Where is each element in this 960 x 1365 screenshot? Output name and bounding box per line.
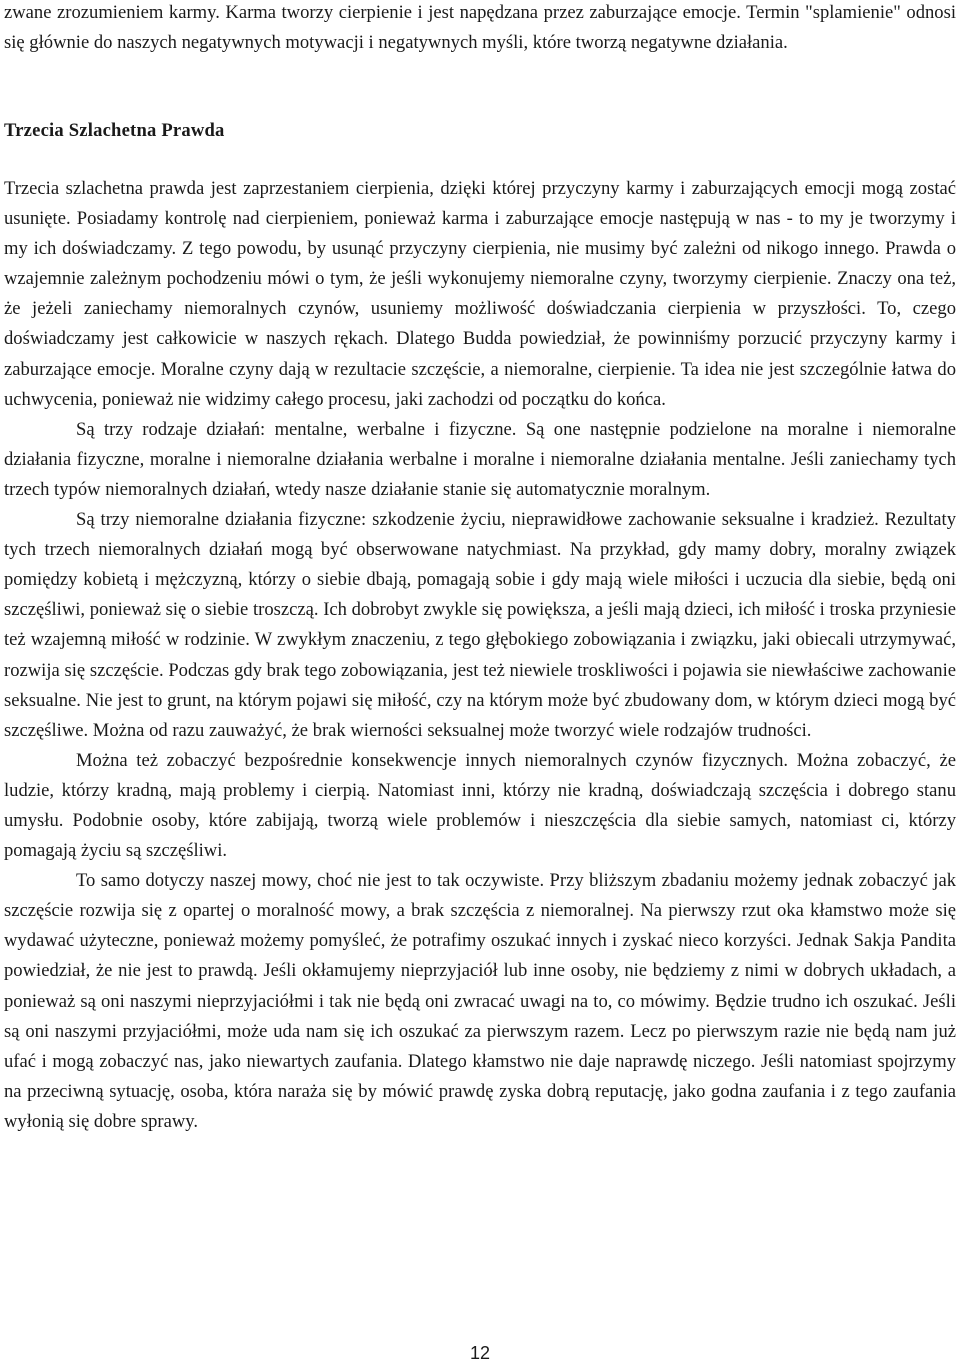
paragraph-speech: To samo dotyczy naszej mowy, choć nie jest to tak oczywiste. Przy bliższym zbadaniu możemy jednak zobaczyć jak szczęście rozwija się z opartej o moralność mowy, a brak szczęścia z niemoralnej. Na pierwszy rzut oka kłamstwo może się wydawać użyteczne, ponieważ możemy pomyśleć, że potrafimy oszukać innych i zyskać nieco korzyści. Jednak Sakja Pandita powiedział, że nie jest to prawdą. Jeśli okłamujemy nieprzyjaciół lub inne osoby, nie będziemy z nimi w dobrych układach, a ponieważ są oni naszymi nieprzyjaciółmi i tak nie będą oni zwracać uwagi na to, co mówimy. Będzie trudno ich oszukać. Jeśli są oni naszymi przyjaciółmi, może uda nam się ich oszukać za pierwszym razem. Lecz po pierwszym razie nie będą nam już ufać i mogą zobaczyć nas, jako niewartych zaufania. Dlatego kłamstwo nie daje naprawdę niczego. Jeśli natomiast spojrzymy na przeciwną sytuację, osoba, która naraża się by mówić prawdę zyska dobrą reputację, jako godna zaufania i z tego zaufania wyłonią się dobre sprawy. — [4, 870, 956, 1132]
paragraph-karma-intro: zwane zrozumieniem karmy. Karma tworzy cierpienie i jest napędzana przez zaburzające emocje. Termin "splamienie" odnosi się głównie do naszych negatywnych motywacji i negatywnych myśli, które tworzą negatywne działania. — [4, 2, 956, 54]
paragraph-three-actions: Są trzy rodzaje działań: mentalne, werbalne i fizyczne. Są one następnie podzielone na moralne i niemoralne działania fizyczne, moralne i niemoralne działania werbalne i moralne i niemoralne działania mentalne. Jeśli zaniechamy tych trzech typów niemoralnych działań, wtedy nasze działanie stanie się automatycznie moralnym. — [4, 418, 956, 500]
section-heading: Trzecia Szlachetna Prawda — [4, 120, 225, 141]
section-body — [4, 174, 956, 1137]
paragraph-consequences: Można też zobaczyć bezpośrednie konsekwencje innych niemoralnych czynów fizycznych. Można zobaczyć, że ludzie, którzy kradną, mają problemy i cierpią. Natomiast inni, którzy nie kradną, doświadczają szczęścia i dobrego stanu umysłu. Podobnie osoby, które zabijają, tworzą wiele problemów i nieszczęścia dla siebie samych, natomiast ci, którzy pomagają życiu są szczęśliwi. — [4, 749, 956, 862]
page-number: 12 — [469, 1343, 491, 1363]
paragraph-third-truth: Trzecia szlachetna prawda jest zaprzestaniem cierpienia, dzięki której przyczyny karmy i zaburzających emocji mogą zostać usunięte. Posiadamy kontrolę nad cierpieniem, ponieważ karma i zaburzające emocje następują w nas - to my je tworzymy i my ich doświadczamy. Z tego powodu, by usunąć przyczyny cierpienia, nie musimy być zależni od nikogo innego. Prawda o wzajemnie zależnym pochodzeniu mówi o tym, że jeśli wykonujemy niemoralne czyny, tworzymy cierpienie. Znaczy ona też, że jeżeli zaniechamy niemoralnych czynów, usuniemy możliwość doświadczania cierpienia w przyszłości. To, czego doświadczamy jest całkowicie w naszych rękach. Dlatego Budda powiedział, że powinniśmy porzucić przyczyny karmy i zaburzające emocje. Moralne czyny dają w rezultacie szczęście, a niemoralne, cierpienie. Ta idea nie jest szczególnie łatwa do uchwycenia, ponieważ nie widzimy całego procesu, jaki zachodzi od początku do końca. — [4, 178, 956, 410]
paragraph-physical-actions: Są trzy niemoralne działania fizyczne: szkodzenie życiu, nieprawidłowe zachowanie seksualne i kradzież. Rezultaty tych trzech niemoralnych działań mogą być obserwowane natychmiast. Na przykład, gdy mamy dobry, moralny związek pomiędzy kobietą i mężczyzną, którzy o siebie dbają, pomagają sobie i gdy mają wiele miłości i uczucia dla siebie, będą oni szczęśliwi, ponieważ się o siebie troszczą. Ich dobrobyt zwykle się powiększa, a jeśli mają dzieci, ich miłość i troska przyniesie też wzajemną miłość w rodzinie. W zwykłym znaczeniu, z tego głębokiego zobowiązania i związku, jaki obiecali utrzymywać, rozwija się szczęście. Podczas gdy brak tego zobowiązania, jest też niewiele troskliwości i pojawia sie niewłaściwe zachowanie seksualne. Nie jest to grunt, na którym pojawi się miłość, czy na którym może być zbudowany dom, w którym dzieci mogą być szczęśliwe. Można od razu zauważyć, że brak wierności seksualnej może tworzyć wiele rodzajów trudności. — [4, 509, 956, 741]
